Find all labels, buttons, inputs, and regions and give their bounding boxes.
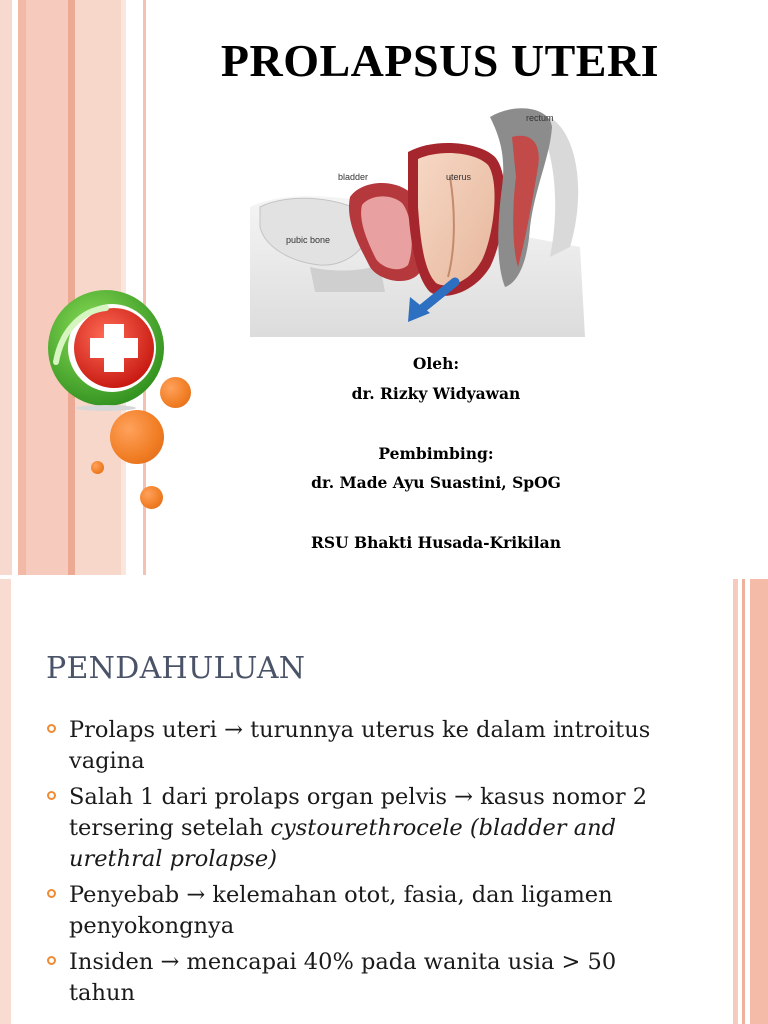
- advisor-label: Pembimbing:: [378, 444, 494, 463]
- introduction-slide: [0, 579, 768, 1024]
- bullet-icon: [47, 724, 56, 733]
- list-item: [44, 782, 684, 875]
- section-title: PENDAHULUAN: [46, 651, 306, 686]
- decorative-stripe: [18, 0, 26, 575]
- list-item-text: Salah 1 dari prolaps organ pelvis → kasus nomor 2 tersering setelah: [69, 784, 648, 841]
- bullet-list: [44, 715, 684, 1014]
- list-item: [44, 715, 684, 777]
- orange-circle-decoration: [140, 486, 163, 509]
- list-item: [44, 947, 684, 1009]
- list-item-text: Insiden → mencapai 40% pada wanita usia > 50 tahun: [69, 949, 617, 1006]
- orange-circle-decoration: [160, 377, 191, 408]
- decorative-stripe: [733, 579, 738, 1024]
- decorative-stripe: [0, 0, 12, 575]
- pubic-bone-label: pubic bone: [286, 235, 331, 245]
- decorative-stripe: [742, 579, 745, 1024]
- list-item-text: Penyebab → kelemahan otot, fasia, dan ligamen penyokongnya: [69, 882, 613, 939]
- bullet-icon: [47, 791, 56, 800]
- orange-circle-decoration: [110, 410, 164, 464]
- advisor-name: dr. Made Ayu Suastini, SpOG: [311, 473, 561, 492]
- bullet-icon: [47, 889, 56, 898]
- author-label: Oleh:: [412, 354, 460, 373]
- slide-title: PROLAPSUS UTERI: [220, 35, 660, 86]
- prolapse-anatomy-illustration: [250, 97, 590, 337]
- list-item: [44, 880, 684, 942]
- list-item-text: Prolaps uteri → turunnya uterus ke dalam introitus vagina: [69, 717, 651, 774]
- rectum-label: rectum: [526, 113, 554, 123]
- bladder-label: bladder: [338, 172, 369, 182]
- decorative-stripe: [0, 579, 11, 1024]
- author-name: dr. Rizky Widyawan: [351, 384, 521, 403]
- bullet-icon: [47, 956, 56, 965]
- institution-name: RSU Bhakti Husada-Krikilan: [311, 533, 561, 552]
- orange-circle-decoration: [91, 461, 104, 474]
- uterus-label: uterus: [446, 172, 472, 182]
- medical-cross-logo-icon: [44, 288, 168, 412]
- decorative-stripe: [750, 579, 768, 1024]
- list-item-italic-text: cystourethrocele (bladder and urethral prolapse): [69, 815, 617, 872]
